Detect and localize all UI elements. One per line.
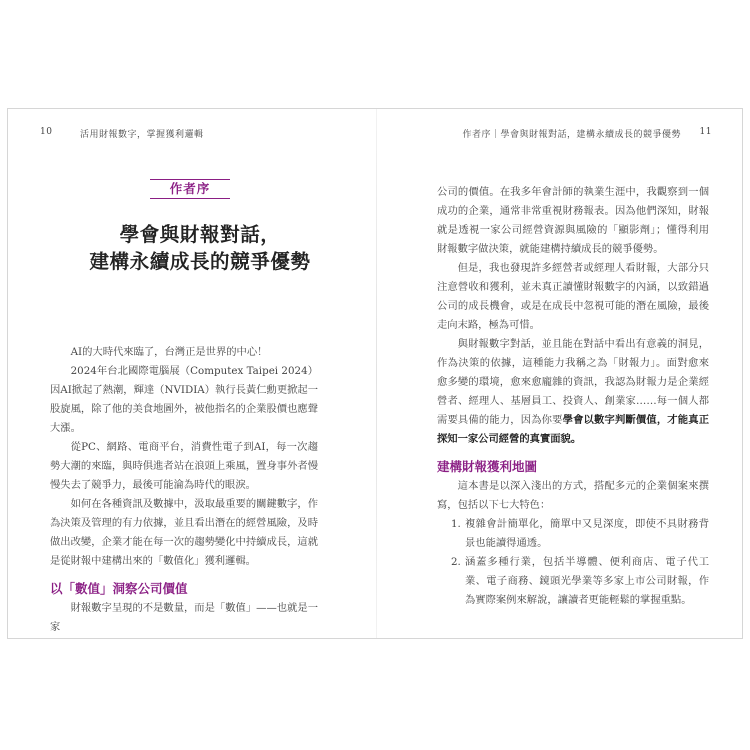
paragraph: 公司的價值。在我多年會計師的執業生涯中，我觀察到一個成功的企業，通常非常重視財務報表。因為他們深知，財報就是透視一家公司經營資源與風險的「顯影劑」；懂得利用財報數字做決策，就能建構持續成長的競爭優勢。 xyxy=(437,186,709,255)
list-item-text: 複雜會計簡單化，簡單中又見深度，即使不具財務背景也能讀得通透。 xyxy=(465,518,709,549)
list-item-text: 涵蓋多種行業，包括半導體、便利商店、電子代工業、電子商務、鏡頭光學業等多家上市公司財報，作為實際案例來解說，讓讀者更能輕鬆的掌握重點。 xyxy=(465,556,709,606)
right-page xyxy=(377,109,743,638)
section-tag: 作者序 xyxy=(150,179,230,199)
section-subhead: 建構財報獲利地圖 xyxy=(437,459,538,474)
list-item-number: 2. xyxy=(451,556,461,568)
feature-list xyxy=(437,515,709,610)
right-page-number: 11 xyxy=(699,127,712,137)
right-body-text xyxy=(437,183,709,610)
paragraph: 如何在各種資訊及數據中，汲取最重要的關鍵數字，作為決策及管理的有力依據，並且看出潛在的經營風險，及時做出改變，企業才能在每一次的趨勢變化中持續成長，這就是從財報中建構出來的「數值化」獲利邏輯。 xyxy=(50,498,318,567)
paragraph: 但是，我也發現許多經營者或經理人看財報，大部分只注意營收和獲利，並未真正讀懂財報數字的內涵，以致錯過公司的成長機會，或是在成長中忽視可能的潛在風險，最後走向末路，極為可惜。 xyxy=(437,262,709,331)
emphasis-plain-text: 與財報數字對話，並且能在對話中看出有意義的洞見，作為決策的依據，這種能力我稱之為「財報力」。面對愈來愈多變的環境，愈來愈龐雜的資訊，我認為財報力是企業經營者、經理人、基層員工、投資人、創業家……每一個人都需要具備的能力，因為你要 xyxy=(437,338,709,426)
paragraph: AI的大時代來臨了，台灣正是世界的中心！ xyxy=(70,346,268,358)
emphasis-paragraph xyxy=(437,335,709,449)
book-spread xyxy=(7,108,743,639)
chapter-title xyxy=(70,221,330,275)
paragraph: 從PC、網路、電商平台，消費性電子到AI，每一次趨勢大潮的來臨，與時俱進者站在浪頭上乘風，置身事外者慢慢失去了競爭力，最後可能淪為時代的眼淚。 xyxy=(50,441,318,491)
left-page xyxy=(8,109,376,638)
paragraph: 財報數字呈現的不是數量，而是「數值」——也就是一家 xyxy=(50,602,318,633)
chapter-title-line-2: 建構永續成長的競爭優勢 xyxy=(89,250,311,273)
left-body-text xyxy=(50,343,318,637)
list-item xyxy=(437,515,709,553)
chapter-title-line-1: 學會與財報對話， xyxy=(119,223,281,246)
section-subhead: 以「數值」洞察公司價值 xyxy=(50,581,188,596)
left-running-head: 活用財報數字，掌握獲利邏輯 xyxy=(80,130,204,140)
emphasis-bold-text: 學會以數字判斷價值，才能真正探知一家公司經營的真實面貌。 xyxy=(437,414,710,445)
left-page-number: 10 xyxy=(40,127,53,137)
list-item-number: 1. xyxy=(451,518,461,530)
list-item xyxy=(437,553,709,610)
paragraph: 這本書是以深入淺出的方式，搭配多元的企業個案來撰寫，包括以下七大特色： xyxy=(437,480,709,511)
right-running-head: 作者序｜學會與財報對話，建構永續成長的競爭優勢 xyxy=(462,130,681,140)
paragraph: 2024年台北國際電腦展（Computex Taipei 2024）因AI掀起了熱潮，輝達（NVIDIA）執行長黃仁勳更掀起一股旋風，除了他的美食地圖外，被他指名的企業股價也應聲大漲。 xyxy=(50,365,319,434)
